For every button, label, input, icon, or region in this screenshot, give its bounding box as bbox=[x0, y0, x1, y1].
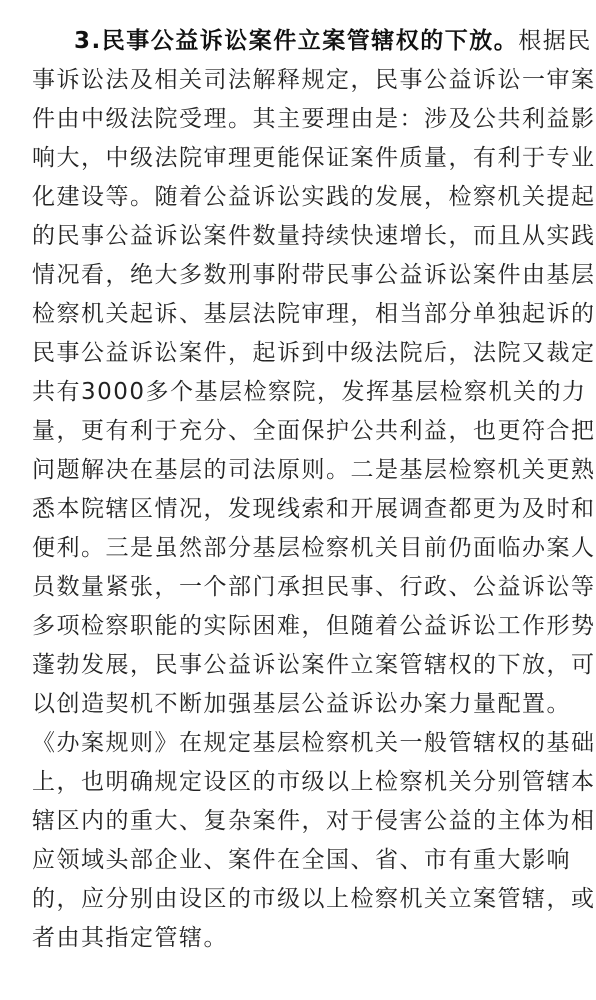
text-line: 多项检察职能的实际困难，但随着公益诉讼工作形势 bbox=[32, 613, 596, 639]
text-line: 以创造契机不断加强基层公益诉讼办案力量配置。 bbox=[32, 691, 571, 717]
text-line: 的民事公益诉讼案件数量持续快速增长，而且从实践 bbox=[32, 223, 596, 249]
text-line: 件由中级法院受理。其主要理由是：涉及公共利益影 bbox=[32, 106, 596, 132]
text-line: 便利。三是虽然部分基层检察机关目前仍面临办案人 bbox=[32, 535, 596, 561]
text-line: 应领域头部企业、案件在全国、省、市有重大影响 bbox=[32, 847, 571, 873]
text-line: 响大，中级法院审理更能保证案件质量，有利于专业 bbox=[32, 145, 596, 171]
section-heading: 3.民事公益诉讼案件立案管辖权的下放。 bbox=[74, 28, 519, 54]
text-line: 者由其指定管辖。 bbox=[32, 925, 228, 951]
text-line: 《办案规则》在规定基层检察机关一般管辖权的基础 bbox=[32, 730, 596, 756]
text-line bbox=[0, 19, 592, 63]
text-line: 悉本院辖区情况，发现线索和开展调查都更为及时和 bbox=[32, 496, 596, 522]
text-fragment: 根据民 bbox=[518, 28, 592, 54]
text-line: 检察机关起诉、基层法院审理，相当部分单独起诉的 bbox=[32, 301, 596, 327]
text-line: 量，更有利于充分、全面保护公共利益，也更符合把 bbox=[32, 418, 596, 444]
text-line: 蓬勃发展，民事公益诉讼案件立案管辖权的下放，可 bbox=[32, 652, 596, 678]
text-line: 事诉讼法及相关司法解释规定，民事公益诉讼一审案 bbox=[32, 67, 596, 93]
text-line: 民事公益诉讼案件，起诉到中级法院后，法院又裁定 bbox=[32, 340, 596, 366]
text-line: 情况看，绝大多数刑事附带民事公益诉讼案件由基层 bbox=[32, 262, 596, 288]
text-line: 辖区内的重大、复杂案件，对于侵害公益的主体为相 bbox=[32, 808, 596, 834]
text-line: 问题解决在基层的司法原则。二是基层检察机关更熟 bbox=[32, 457, 596, 483]
text-line: 员数量紧张，一个部门承担民事、行政、公益诉讼等 bbox=[32, 574, 596, 600]
text-line: 上，也明确规定设区的市级以上检察机关分别管辖本 bbox=[32, 769, 596, 795]
text-line: 的，应分别由设区的市级以上检察机关立案管辖，或 bbox=[32, 886, 596, 912]
text-line: 化建设等。随着公益诉讼实践的发展，检察机关提起 bbox=[32, 184, 596, 210]
text-line: 共有3000多个基层检察院，发挥基层检察机关的力 bbox=[32, 379, 587, 405]
